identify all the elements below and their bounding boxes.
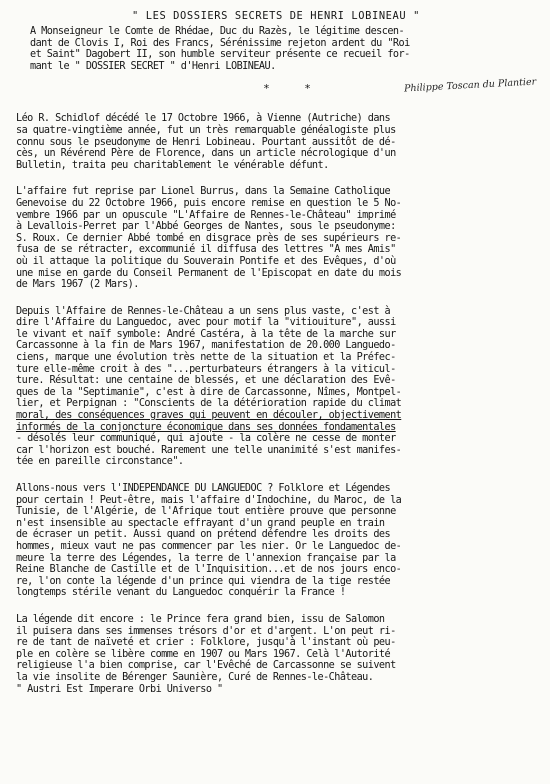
text-line: de Mars 1967 (2 Mars).	[16, 279, 139, 291]
text-line: Carcassonne à la fin de Mars 1967, manifestation de 20.000 Languedo-	[16, 340, 396, 352]
text-line: meure la terre des Légendes, la terre de l'annexion française par la	[16, 552, 396, 564]
text-line: sa quatre-vingtième année, fut un très remarquable généalogiste plus	[16, 124, 396, 136]
dedication-line: A Monseigneur le Comte de Rhédae, Duc du Razès, le légitime descen-	[30, 26, 405, 37]
text-line: il puisera dans ses immenses trésors d'or et d'argent. L'on peut ri-	[16, 625, 396, 637]
text-line: dire l'Affaire du Languedoc, avec pour motif la "vitiouiture", aussi	[16, 317, 396, 329]
text-line: ture. Résultat: une centaine de blessés, et une déclaration des Evê-	[16, 375, 396, 387]
text-line: hommes, mieux vaut ne pas commencer par les nier. Or le Languedoc de-	[16, 540, 402, 552]
text-line: la vie insolite de Bérenger Saunière, Curé de Rennes-le-Château.	[16, 671, 374, 683]
text-line: re, l'on conte la légende d'un prince qui viendra de la tige restée	[16, 575, 391, 587]
text-line: Reine Blanche de Castille et de l'Inquisition...et de nos jours enco-	[16, 564, 402, 576]
dedication-line: mant le " DOSSIER SECRET " d'Henri LOBINEAU.	[30, 60, 276, 72]
text-line: religieuse l'a bien comprise, car l'Evêché de Carcassonne se suivent	[16, 660, 396, 672]
dedication-line: et Saint" Dagobert II, son humble serviteur présente ce recueil for-	[30, 49, 410, 61]
text-line: Léo R. Schidlof décédé le 17 Octobre 1966, à Vienne (Autriche) dans	[16, 113, 391, 125]
text-line: ture elle-même croit à des "...perturbateurs étrangers à la viticul-	[16, 363, 396, 375]
text-line: longtemps stérile venant du Languedoc conquérir la France !	[16, 587, 346, 599]
document-title: " LES DOSSIERS SECRETS DE HENRI LOBINEAU "	[132, 10, 420, 22]
text-line: ques de la "Septimanie", c'est à dire de Carcassonne, Nîmes, Montpel-	[16, 386, 402, 398]
text-line: où il attaque la politique du Souverain Pontife et des Evêques, d'où	[16, 255, 396, 267]
dedication-line: dant de Clovis I, Roi des Francs, Sérénissime rejeton ardent du "Roi	[30, 37, 410, 49]
text-line: Genevoise du 22 Octobre 1966, puis encore remise en question le 5 No-	[16, 197, 402, 209]
text-line: - désolés leur communiqué, qui ajoute - la colère ne cesse de monter	[16, 433, 396, 445]
text-line: La légende dit encore : le Prince fera grand bien, issu de Salomon	[16, 613, 385, 625]
text-line: cès, un Révérend Père de Florence, dans un article nécrologique d'un	[16, 148, 396, 160]
text-line: Depuis l'Affaire de Rennes-le-Château a un sens plus vaste, c'est à	[16, 305, 391, 317]
text-line: tée en pareille circonstance".	[16, 456, 184, 468]
underlined-text-line: moral, des conséquences graves qui peuvent en découler, objectivement	[16, 410, 402, 422]
text-line: Allons-nous vers l'INDEPENDANCE DU LANGUEDOC ? Folklore et Légendes	[16, 483, 391, 494]
underlined-text-line: informés de la conjoncture économique dans ses données fondamentales	[16, 421, 396, 433]
text-line: ciens, marque une évolution très nette de la situation et la Préfec-	[16, 352, 396, 364]
text-line: lier, et Perpignan : "Conscients de la détérioration rapide du climat	[16, 398, 402, 410]
text-line: n'est insensible au spectacle effrayant d'un grand peuple en train	[16, 517, 385, 529]
text-line: S. Roux. Ce dernier Abbé tombé en disgrace près de ses supérieurs re-	[16, 232, 402, 244]
text-line: de écraser un petit. Aussi quand on prétend défendre les droits des	[16, 529, 391, 541]
text-line: le vivant et naïf symbole: André Castéra, à la tête de la marche sur	[16, 328, 396, 340]
text-line: à Levallois-Perret par l'Abbé Georges de Nantes, sous le pseudonyme:	[16, 221, 396, 233]
text-line: vembre 1966 par un opuscule "L'Affaire de Rennes-le-Château" imprimé	[16, 209, 396, 221]
text-line: une mise en garde du Conseil Permanent de l'Episcopat en date du mois	[16, 267, 402, 279]
text-line: re de tant de naïveté et crier : Folklore, jusqu'à l'instant où peu-	[16, 637, 396, 649]
paragraph-4	[16, 483, 536, 599]
handwritten-signature: Philippe Toscan du Plantier	[403, 76, 537, 95]
text-line: fusa de se rétracter, excommunié il diffusa des lettres "A mes Amis"	[16, 244, 396, 256]
text-line: pour certain ! Peut-être, mais l'affaire d'Indochine, du Maroc, de la	[16, 494, 402, 506]
paragraph-2	[16, 186, 536, 290]
section-separator: * *	[263, 82, 325, 96]
text-line: L'affaire fut reprise par Lionel Burrus, dans la Semaine Catholique	[16, 186, 391, 198]
text-line: Bulletin, traita peu charitablement le vénérable défunt.	[16, 159, 329, 171]
paragraph-5	[16, 614, 536, 695]
text-line: connu sous le pseudonyme de Henri Lobineau. Pourtant aussitôt de dé-	[16, 136, 396, 148]
text-line: Tunisie, de l'Algérie, de l'Afrique tout entière prouve que personne	[16, 506, 396, 518]
dedication	[30, 26, 536, 72]
text-line: car l'horizon est bouché. Rarement une telle unanimité s'est manifes-	[16, 444, 402, 456]
paragraph-1	[16, 113, 536, 171]
motto-line: " Austri Est Imperare Orbi Universo "	[16, 683, 223, 695]
text-line: ple en colère se libère comme en 1907 ou Mars 1967. Celà l'Autorité	[16, 648, 391, 660]
paragraph-3	[16, 306, 536, 468]
